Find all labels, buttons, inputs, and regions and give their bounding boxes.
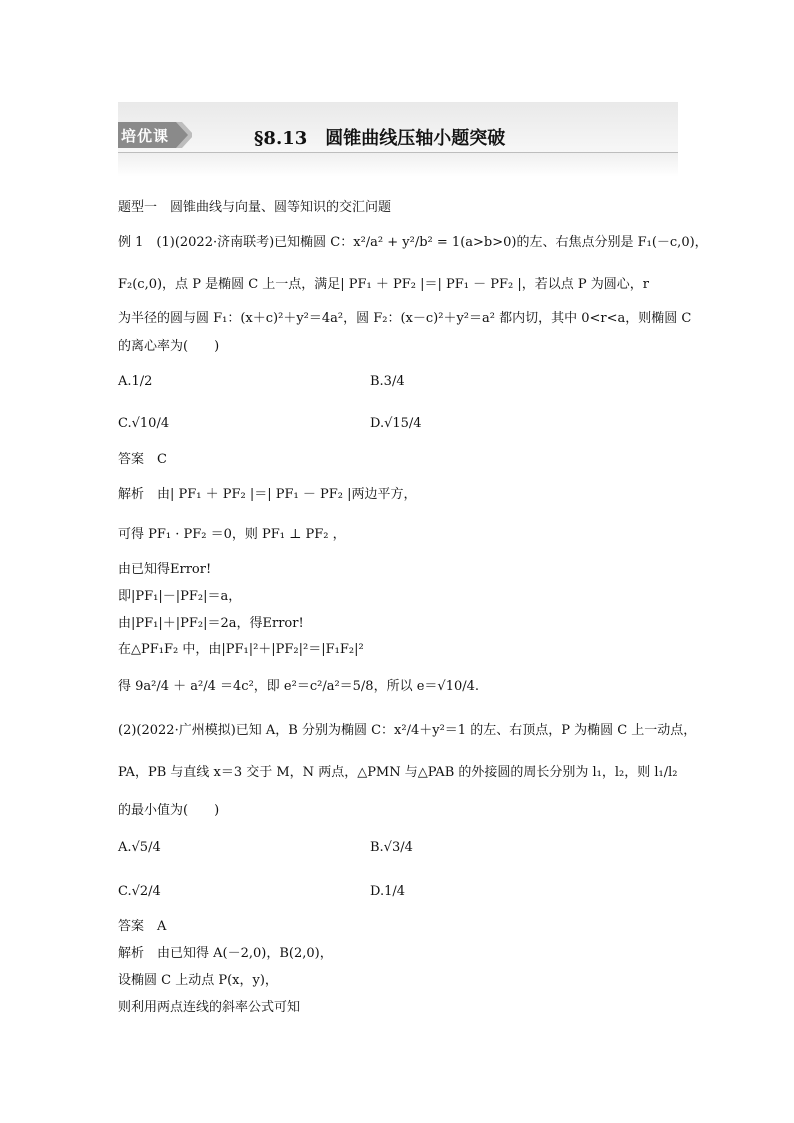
ex1-solution-1: 解析 由| PF₁ ＋ PF₂ |＝| PF₁ － PF₂ |两边平方， bbox=[118, 487, 417, 502]
ex1-option-b: B.3/4 bbox=[370, 374, 405, 389]
ex1-line4: 的离心率为( ) bbox=[118, 339, 220, 354]
ex1-solution-7: 得 9a²/4 ＋ a²/4 ＝4c²，即 e²＝c²/a²＝5/8，所以 e＝√10/4. bbox=[118, 679, 480, 694]
ex2-solution-1: 解析 由已知得 A(－2,0)，B(2,0)， bbox=[118, 946, 333, 961]
ex1-line3: 为半径的圆与圆 F₁：(x＋c)²＋y²＝4a²，圆 F₂：(x－c)²＋y²＝a² 都内切，其中 0<r<a，则椭圆 C bbox=[118, 311, 692, 326]
section-heading: 题型一 圆锥曲线与向量、圆等知识的交汇问题 bbox=[118, 200, 392, 215]
ex1-line1: 例 1 (1)(2022·济南联考)已知椭圆 C：x²/a² + y²/b² = 1(a>b>0)的左、右焦点分别是 F₁(－c,0)， bbox=[118, 235, 708, 250]
ex1-option-c: C.√10/4 bbox=[118, 416, 170, 431]
ex2-line2: PA，PB 与直线 x＝3 交于 M，N 两点，△PMN 与△PAB 的外接圆的周长分别为 l₁，l₂，则 l₁/l₂ bbox=[118, 765, 678, 780]
ex2-line3: 的最小值为( ) bbox=[118, 803, 220, 818]
ex2-line1: (2)(2022·广州模拟)已知 A，B 分别为椭圆 C：x²/4＋y²＝1 的左、右顶点，P 为椭圆 C 上一动点， bbox=[118, 723, 697, 738]
page-title: §8.13 圆锥曲线压轴小题突破 bbox=[254, 128, 506, 149]
ex1-solution-4: 即|PF₁|－|PF₂|＝a， bbox=[118, 589, 242, 604]
ex1-line2: F₂(c,0)，点 P 是椭圆 C 上一点，满足| PF₁ ＋ PF₂ |＝| PF₁ － PF₂ |，若以点 P 为圆心，r bbox=[118, 277, 650, 292]
ex2-option-b: B.√3/4 bbox=[370, 840, 413, 855]
ex1-solution-2: 可得 PF₁ · PF₂ ＝0，则 PF₁ ⊥ PF₂ ， bbox=[118, 527, 346, 542]
ex2-option-c: C.√2/4 bbox=[118, 884, 161, 899]
ex1-answer: 答案 C bbox=[118, 452, 167, 467]
ex1-solution-5: 由|PF₁|＋|PF₂|＝2a，得Error! bbox=[118, 616, 304, 631]
ex1-option-d: D.√15/4 bbox=[370, 416, 422, 431]
header-shadow bbox=[118, 153, 678, 177]
ex2-option-d: D.1/4 bbox=[370, 884, 406, 899]
ex1-option-a: A.1/2 bbox=[118, 374, 153, 389]
ex2-answer: 答案 A bbox=[118, 919, 167, 934]
ex1-solution-6: 在△PF₁F₂ 中，由|PF₁|²＋|PF₂|²＝|F₁F₂|² bbox=[118, 642, 364, 657]
ex2-solution-2: 设椭圆 C 上动点 P(x，y)， bbox=[118, 973, 278, 988]
ex2-option-a: A.√5/4 bbox=[118, 840, 161, 855]
ex2-solution-3: 则利用两点连线的斜率公式可知 bbox=[118, 1000, 301, 1015]
tag-label: 培优课 bbox=[121, 127, 170, 145]
ex1-solution-3: 由已知得Error! bbox=[118, 562, 212, 577]
